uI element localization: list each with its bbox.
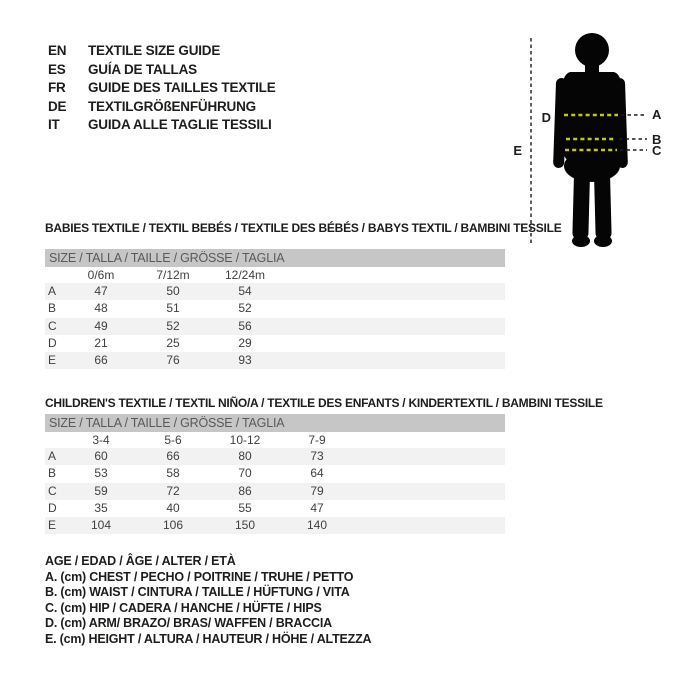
lang-title: GUIDE DES TAILLES TEXTILE xyxy=(88,80,276,96)
cell: 52 xyxy=(238,301,252,316)
legend-chest: A. (cm) CHEST / PECHO / POITRINE / TRUHE / PETTO xyxy=(45,569,354,584)
legend-height: E. (cm) HEIGHT / ALTURA / HAUTEUR / HÖHE / ALTEZZA xyxy=(45,631,372,646)
lang-row-de xyxy=(48,98,276,117)
label-c: C xyxy=(652,143,662,158)
cell: 60 xyxy=(94,449,108,463)
label-d: D xyxy=(541,110,551,125)
legend-waist: B. (cm) WAIST / CINTURA / TAILLE / HÜFTUNG / VITA xyxy=(45,585,350,600)
cell: 72 xyxy=(166,483,180,498)
cell: 106 xyxy=(162,518,184,533)
cell: 56 xyxy=(238,318,252,333)
table-row xyxy=(45,448,505,465)
table-row xyxy=(45,352,505,369)
cell: 29 xyxy=(238,335,252,350)
cell: 48 xyxy=(94,301,108,316)
column-header: 3-4 xyxy=(92,433,110,447)
table-row xyxy=(45,517,505,534)
cell: 54 xyxy=(238,284,252,298)
lang-row-fr xyxy=(48,79,276,98)
column-header: 0/6m xyxy=(87,268,115,282)
row-label: C xyxy=(48,318,57,333)
lang-row-en xyxy=(48,42,276,61)
babies-column-header-row xyxy=(45,267,505,283)
cell: 21 xyxy=(94,335,108,350)
measurement-legend xyxy=(45,554,371,648)
lang-code: ES xyxy=(48,61,66,77)
table-row xyxy=(45,283,505,300)
lang-title: GUÍA DE TALLAS xyxy=(88,61,197,77)
lang-code: FR xyxy=(48,80,66,96)
column-header: 7-9 xyxy=(308,433,326,447)
babies-table-title: BABIES TEXTILE / TEXTIL BEBÉS / TEXTILE DES BÉBÉS / BABYS TEXTIL / BAMBINI TESSILE xyxy=(45,221,562,235)
legend-arm: D. (cm) ARM/ BRAZO/ BRAS/ WAFFEN / BRACCIA xyxy=(45,616,332,631)
cell: 80 xyxy=(238,449,252,463)
legend-age: AGE / EDAD / ÂGE / ALTER / ETÀ xyxy=(45,554,236,568)
cell: 59 xyxy=(94,483,108,498)
children-size-header: SIZE / TALLA / TAILLE / GRÖSSE / TAGLIA xyxy=(45,414,505,432)
cell: 25 xyxy=(166,335,180,350)
children-table-section xyxy=(45,396,603,534)
label-b: B xyxy=(652,132,662,147)
lang-row-es xyxy=(48,61,276,80)
row-label: B xyxy=(48,301,57,316)
cell: 66 xyxy=(94,353,108,368)
row-label: E xyxy=(48,518,57,533)
babies-size-header: SIZE / TALLA / TAILLE / GRÖSSE / TAGLIA xyxy=(45,249,505,267)
cell: 150 xyxy=(234,518,256,533)
cell: 64 xyxy=(310,466,324,481)
lang-title: TEXTILGRÖßENFÜHRUNG xyxy=(88,98,256,114)
column-header: 5-6 xyxy=(164,433,182,447)
row-label: E xyxy=(48,353,57,368)
cell: 79 xyxy=(310,483,324,498)
column-header: 10-12 xyxy=(229,433,261,447)
cell: 55 xyxy=(238,500,252,515)
label-e: E xyxy=(513,143,522,158)
table-row xyxy=(45,300,505,317)
lang-title: GUIDA ALLE TAGLIE TESSILI xyxy=(88,117,272,133)
children-column-header-row xyxy=(45,432,505,448)
row-label: A xyxy=(48,449,57,463)
legend-hip: C. (cm) HIP / CADERA / HANCHE / HÜFTE / HIPS xyxy=(45,600,322,615)
cell: 53 xyxy=(94,466,108,481)
cell: 76 xyxy=(166,353,180,368)
cell: 47 xyxy=(310,500,324,515)
table-row xyxy=(45,318,505,335)
row-label: C xyxy=(48,483,57,498)
lang-code: DE xyxy=(48,98,67,114)
cell: 47 xyxy=(94,284,108,298)
lang-code: EN xyxy=(48,43,67,58)
cell: 58 xyxy=(166,466,180,481)
column-header: 7/12m xyxy=(156,268,190,282)
lang-title: TEXTILE SIZE GUIDE xyxy=(88,43,221,58)
row-label: D xyxy=(48,500,57,515)
cell: 35 xyxy=(94,500,108,515)
lang-code: IT xyxy=(48,117,60,133)
table-row xyxy=(45,483,505,500)
cell: 40 xyxy=(166,500,180,515)
label-a: A xyxy=(652,107,662,122)
cell: 52 xyxy=(166,318,180,333)
cell: 104 xyxy=(90,518,112,533)
cell: 50 xyxy=(166,284,180,298)
table-row xyxy=(45,500,505,517)
children-table-title: CHILDREN'S TEXTILE / TEXTIL NIÑO/A / TEXTILE DES ENFANTS / KINDERTEXTIL / BAMBINI TESSILE xyxy=(45,396,603,410)
lang-row-it xyxy=(48,116,276,135)
table-row xyxy=(45,465,505,482)
row-label: B xyxy=(48,466,57,481)
cell: 51 xyxy=(166,301,180,316)
cell: 66 xyxy=(166,449,180,463)
row-label: A xyxy=(48,284,57,298)
cell: 73 xyxy=(310,449,324,463)
child-measurement-figure xyxy=(498,14,683,254)
table-row xyxy=(45,335,505,352)
babies-table-section xyxy=(45,221,585,369)
cell: 86 xyxy=(238,483,252,498)
cell: 70 xyxy=(238,466,252,481)
language-title-list xyxy=(48,42,276,135)
column-header: 12/24m xyxy=(224,268,266,282)
cell: 49 xyxy=(94,318,108,333)
row-label: D xyxy=(48,335,57,350)
cell: 140 xyxy=(306,518,328,533)
cell: 93 xyxy=(238,353,252,368)
